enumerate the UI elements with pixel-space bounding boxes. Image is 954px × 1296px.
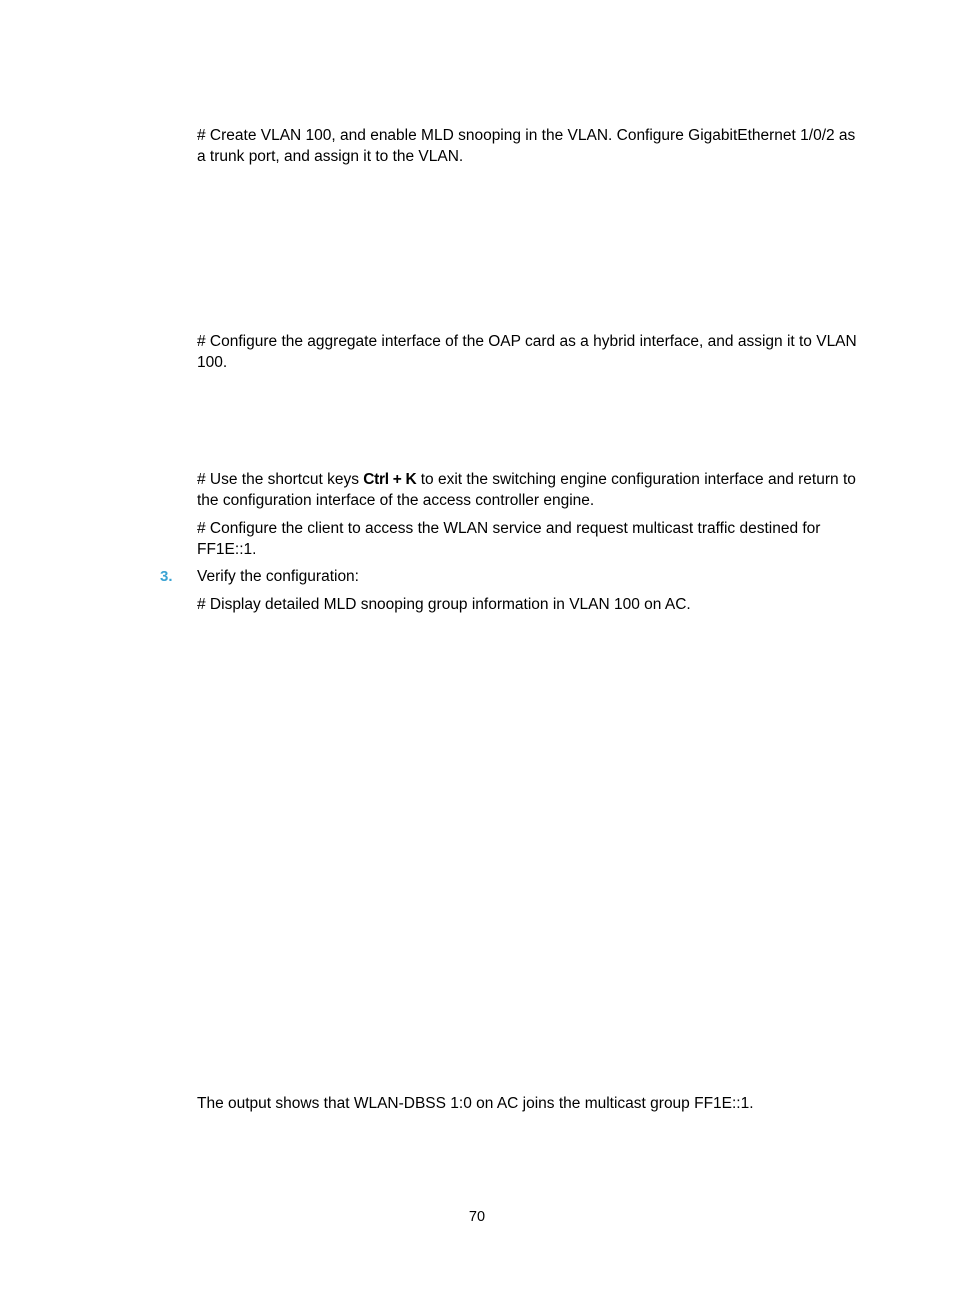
step-number: 3. (160, 568, 173, 585)
page-number: 70 (468, 1209, 486, 1225)
paragraph-display-mld-info: # Display detailed MLD snooping group information in VLAN 100 on AC. (197, 596, 691, 613)
shortcut-text-before: # Use the shortcut keys (197, 471, 364, 488)
paragraph-output-summary: The output shows that WLAN-DBSS 1:0 on AC joins the multicast group FF1E::1. (197, 1095, 754, 1112)
paragraph-configure-aggregate-interface: # Configure the aggregate interface of the OAP card as a hybrid interface, and assign it to VLAN 100. (197, 333, 857, 371)
shortcut-key: Ctrl + K (363, 471, 417, 488)
paragraph-shortcut-keys (197, 469, 867, 511)
paragraph-configure-client: # Configure the client to access the WLAN service and request multicast traffic destined for FF1E::1. (197, 520, 821, 558)
step-verify-configuration: Verify the configuration: (197, 568, 359, 585)
paragraph-create-vlan: # Create VLAN 100, and enable MLD snooping in the VLAN. Configure GigabitEthernet 1/0/2 as a trunk port, and assign it to the VLAN. (197, 127, 856, 165)
shortcut-text-after: to exit the switching engine configuration interface and return to the configuration interface of the access controller engine. (197, 471, 856, 509)
